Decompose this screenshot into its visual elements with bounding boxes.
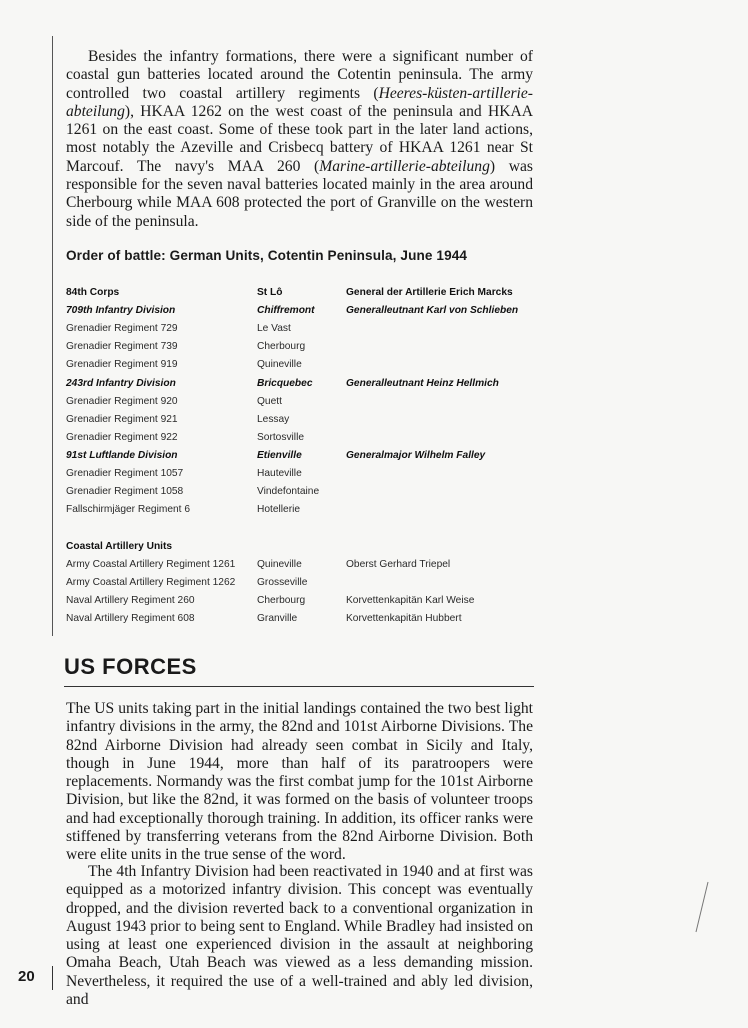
- table-row: [0, 396, 748, 414]
- location-cell: St Lô: [257, 287, 283, 298]
- unit-cell: Grenadier Regiment 1058: [66, 486, 184, 498]
- location-cell: Sortosville: [257, 431, 304, 443]
- unit-cell: 243rd Infantry Division: [66, 377, 176, 389]
- unit-cell: Army Coastal Artillery Regiment 1262: [66, 577, 236, 589]
- table-row: [0, 613, 748, 631]
- unit-cell: Grenadier Regiment 922: [66, 431, 178, 443]
- us-forces-paragraph-1: The US units taking part in the initial landings contained the two best light infantry divisions in the army, the 82nd and 101st Airborne Divisions. The 82nd Airborne Division had already seen combat in Sicily and Italy, though in June 1944, more than half of its paratroopers were replacements. Normandy was the first combat jump for the 101st Airborne Division, but like the 82nd, it was formed on the basis of volunteer troops and had exceptionally thorough training. In addition, its officer ranks were stiffened by transferring veterans from the 82nd Airborne Division. Both were elite units in the true sense of the word.: [66, 700, 533, 864]
- location-cell: Quineville: [257, 559, 302, 570]
- table-row: [0, 359, 748, 377]
- location-cell: Cherbourg: [257, 341, 306, 353]
- location-cell: Lessay: [257, 413, 290, 425]
- table-row: [0, 323, 748, 341]
- unit-cell: Army Coastal Artillery Regiment 1261: [66, 559, 236, 570]
- location-cell: Bricquebec: [257, 377, 313, 389]
- unit-cell: 709th Infantry Division: [66, 305, 176, 317]
- pen-mark: [692, 880, 712, 936]
- page-number: 20: [18, 968, 35, 985]
- table-row: [0, 504, 748, 522]
- unit-cell: Fallschirmjäger Regiment 6: [66, 504, 190, 516]
- us-forces-heading: US FORCES: [64, 654, 197, 679]
- heading-rule: [64, 686, 534, 687]
- table-row: [0, 559, 748, 577]
- location-cell: Le Vast: [257, 323, 291, 335]
- coastal-artillery-heading: [0, 541, 748, 559]
- table-row: [0, 468, 748, 486]
- unit-cell: Grenadier Regiment 920: [66, 395, 178, 407]
- table-row: [0, 486, 748, 504]
- location-cell: Hotellerie: [257, 504, 301, 516]
- location-cell: Quett: [257, 395, 282, 407]
- unit-cell: Grenadier Regiment 729: [66, 323, 178, 335]
- location-cell: Vindefontaine: [257, 486, 320, 498]
- location-cell: Hauteville: [257, 468, 302, 479]
- unit-cell: Grenadier Regiment 919: [66, 359, 178, 371]
- table-row: [0, 287, 748, 305]
- location-cell: Grosseville: [257, 577, 308, 589]
- location-cell: Chiffremont: [257, 305, 315, 317]
- order-of-battle-title: Order of battle: German Units, Cotentin Peninsula, June 1944: [66, 248, 468, 263]
- us-forces-paragraph-2: The 4th Infantry Division had been reactivated in 1940 and at first was equipped as a motorized infantry division. This concept was eventually dropped, and the division reverted back to a conventional organization in August 1943 prior to being sent to England. While Bradley had insisted on using at least one experienced division in the assault at neighboring Omaha Beach, Utah Beach was viewed as a less demanding mission. Nevertheless, it required the use of a well-trained and ably led division, and: [66, 863, 533, 1009]
- table-row: [0, 432, 748, 450]
- location-cell: Quineville: [257, 359, 302, 371]
- commander-cell: Korvettenkapitän Karl Weise: [346, 595, 475, 607]
- margin-rule-bottom: [52, 966, 53, 990]
- intro-paragraph: Besides the infantry formations, there were a significant number of coastal gun batteries located around the Cotentin peninsula. The army controlled two coastal artillery regiments (Heeres-küsten-artillerie-abteilung), HKAA 1262 on the west coast of the peninsula and HKAA 1261 on the east coast. Some of these took part in the later land actions, most notably the Azeville and Crisbecq battery of HKAA 1261 near St Marcouf. The navy's MAA 260 (Marine-artillerie-abteilung) was responsible for the seven naval batteries located mainly in the area around Cherbourg while MAA 608 protected the port of Granville on the western side of the peninsula.: [66, 48, 533, 230]
- unit-cell: Naval Artillery Regiment 260: [66, 595, 195, 607]
- table-row: [0, 450, 748, 468]
- commander-cell: Generalmajor Wilhelm Falley: [346, 449, 486, 461]
- commander-cell: Generalleutnant Karl von Schlieben: [346, 305, 519, 317]
- unit-cell: Grenadier Regiment 739: [66, 341, 178, 353]
- table-row: [0, 414, 748, 432]
- table-row: [0, 577, 748, 595]
- unit-cell: Naval Artillery Regiment 608: [66, 613, 195, 625]
- table-row: [0, 305, 748, 323]
- commander-cell: General der Artillerie Erich Marcks: [346, 287, 513, 298]
- table-row: [0, 595, 748, 613]
- table-row: [0, 378, 748, 396]
- unit-cell: Grenadier Regiment 921: [66, 413, 178, 425]
- commander-cell: Korvettenkapitän Hubbert: [346, 613, 462, 625]
- table-row: [0, 341, 748, 359]
- location-cell: Granville: [257, 613, 298, 625]
- unit-cell: 91st Luftlande Division: [66, 449, 178, 461]
- commander-cell: Oberst Gerhard Triepel: [346, 559, 451, 570]
- coastal-artillery-heading-text: Coastal Artillery Units: [66, 541, 173, 552]
- unit-cell: 84th Corps: [66, 287, 120, 298]
- location-cell: Etienville: [257, 449, 302, 461]
- commander-cell: Generalleutnant Heinz Hellmich: [346, 377, 499, 389]
- location-cell: Cherbourg: [257, 595, 306, 607]
- unit-cell: Grenadier Regiment 1057: [66, 468, 184, 479]
